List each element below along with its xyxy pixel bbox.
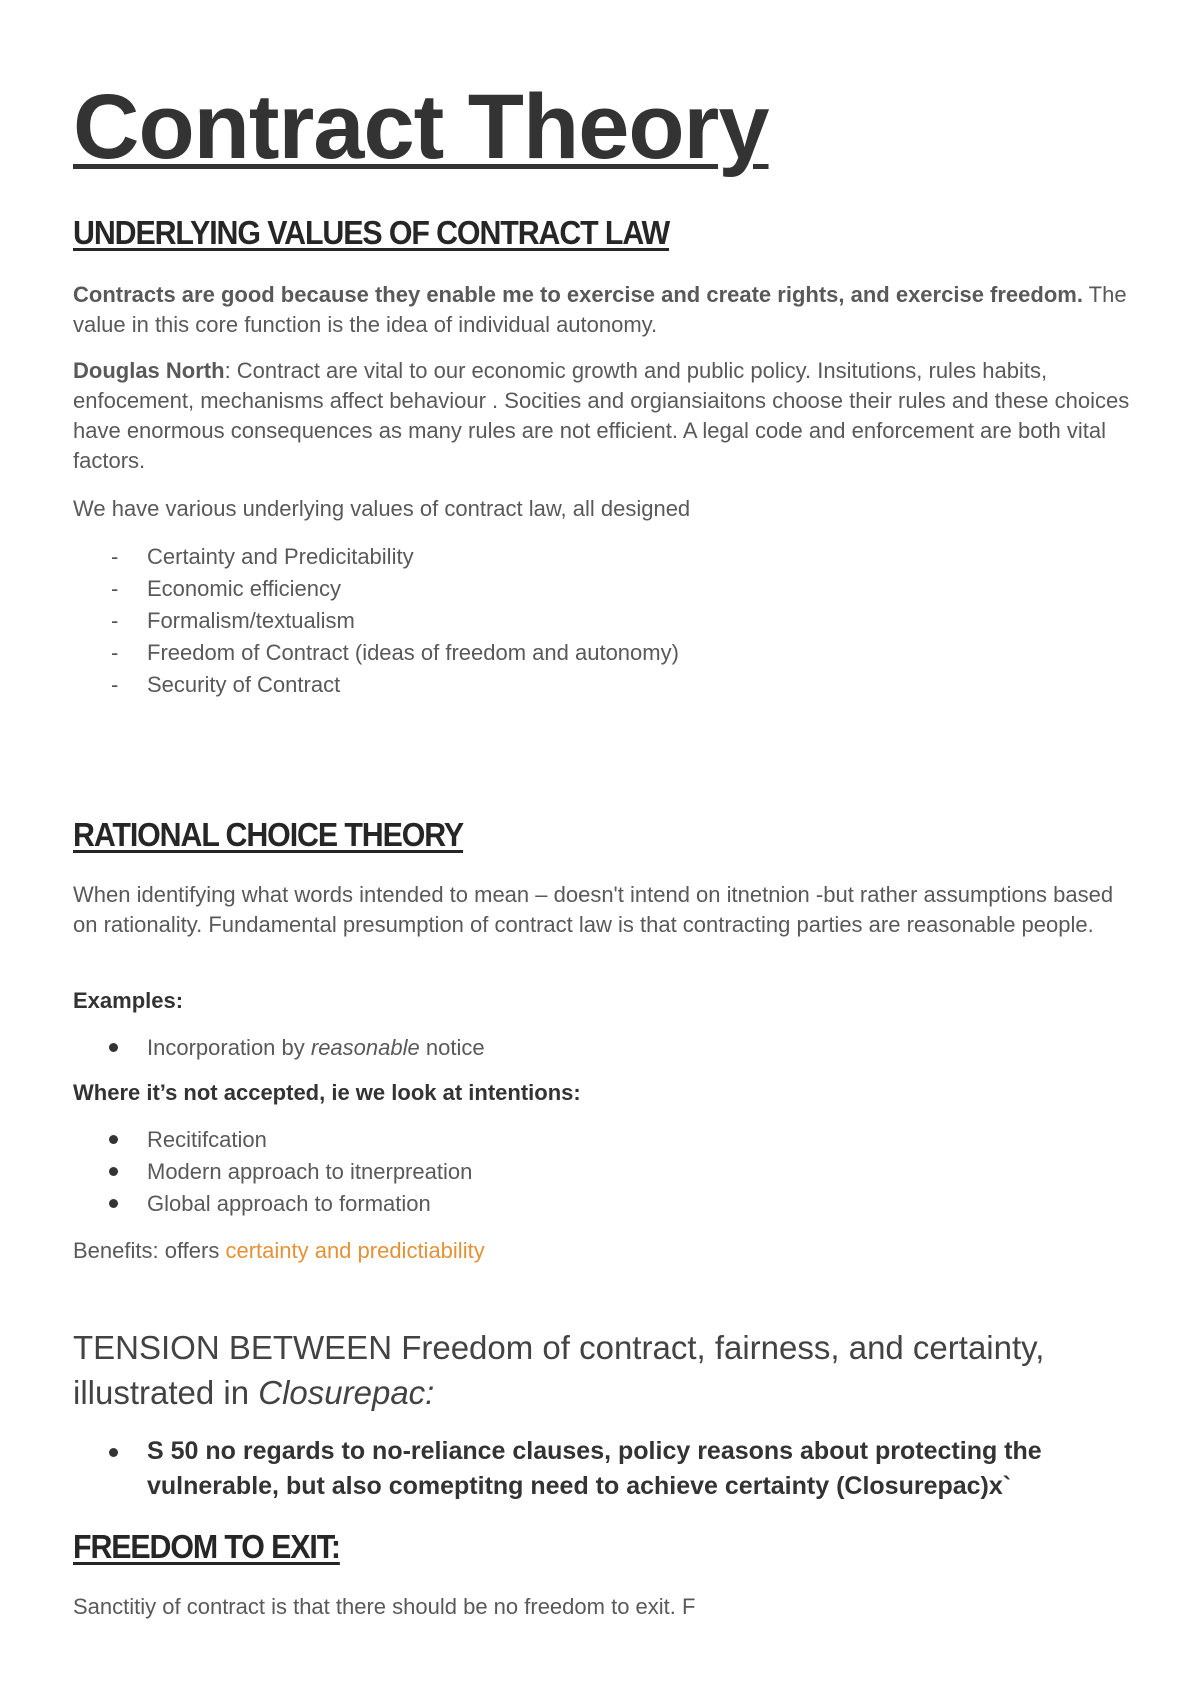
benefits-line: [73, 1236, 1140, 1266]
benefits-label: Benefits: offers: [73, 1238, 226, 1263]
paragraph-various-values: We have various underlying values of contract law, all designed: [73, 496, 691, 521]
paragraph-rational-choice: When identifying what words intended to mean – doesn't intend on itnetnion -but rather assumptions based on rationality. Fundamental presumption of contract law is that contracting parties are reasonable people.: [73, 882, 1114, 937]
examples-label: Examples:: [73, 988, 184, 1013]
bold-lead-text: Douglas North: [73, 358, 225, 383]
paragraph-text: The value in this core function is the idea of individual autonomy.: [73, 282, 1127, 337]
list-item: S 50 no regards to no-reliance clauses, policy reasons about protecting the vulnerable, but also comeptitng need to achieve certainty (Closurepac)x`: [73, 1434, 1140, 1504]
paragraph-contracts-good: [73, 280, 1140, 340]
list-item: Modern approach to itnerpreation: [73, 1156, 1140, 1188]
where-not-accepted-label: Where it’s not accepted, ie we look at intentions:: [73, 1080, 581, 1105]
list-item: - Formalism/textualism: [73, 605, 1140, 637]
values-list: [73, 541, 1140, 701]
list-item: - Security of Contract: [73, 669, 1140, 701]
heading-text: TENSION BETWEEN Freedom of contract, fairness, and certainty, illustrated in: [73, 1329, 1045, 1411]
list-item-text: Incorporation by: [147, 1035, 311, 1060]
paragraph-freedom-to-exit: Sanctitiy of contract is that there should be no freedom to exit. F: [73, 1594, 696, 1619]
paragraph-text: : Contract are vital to our economic growth and public policy. Insitutions, rules habits, enfocement, mechanisms affect behaviour . Socities and orgiansiaitons choose their rules and these choices have enormous consequences as many rules are not efficient. A legal code and enforcement are both vital factors.: [73, 358, 1130, 473]
heading-tension-between: [73, 1325, 1140, 1415]
paragraph-douglas-north: [73, 356, 1140, 476]
emphasis-text: Closurepac:: [258, 1374, 435, 1411]
heading-rational-choice: RATIONAL CHOICE THEORY: [73, 816, 464, 853]
list-item: [73, 1032, 1140, 1064]
list-item: - Economic efficiency: [73, 573, 1140, 605]
emphasis-text: reasonable: [310, 1035, 420, 1060]
list-item: - Certainty and Predicitability: [73, 541, 1140, 573]
benefits-highlight: certainty and predictiability: [225, 1238, 485, 1263]
list-item: Recitifcation: [73, 1124, 1140, 1156]
heading-freedom-to-exit: FREEDOM TO EXIT:: [73, 1528, 340, 1565]
list-item: - Freedom of Contract (ideas of freedom and autonomy): [73, 637, 1140, 669]
document-title: Contract Theory: [73, 76, 769, 178]
tension-list: [73, 1434, 1140, 1504]
examples-list: [73, 1032, 1140, 1064]
heading-underlying-values: UNDERLYING VALUES OF CONTRACT LAW: [73, 214, 670, 251]
bold-lead-text: Contracts are good because they enable me to exercise and create rights, and exercise freedom.: [73, 282, 1083, 307]
intentions-list: [73, 1124, 1140, 1220]
list-item: Global approach to formation: [73, 1188, 1140, 1220]
list-item-text: notice: [419, 1035, 485, 1060]
